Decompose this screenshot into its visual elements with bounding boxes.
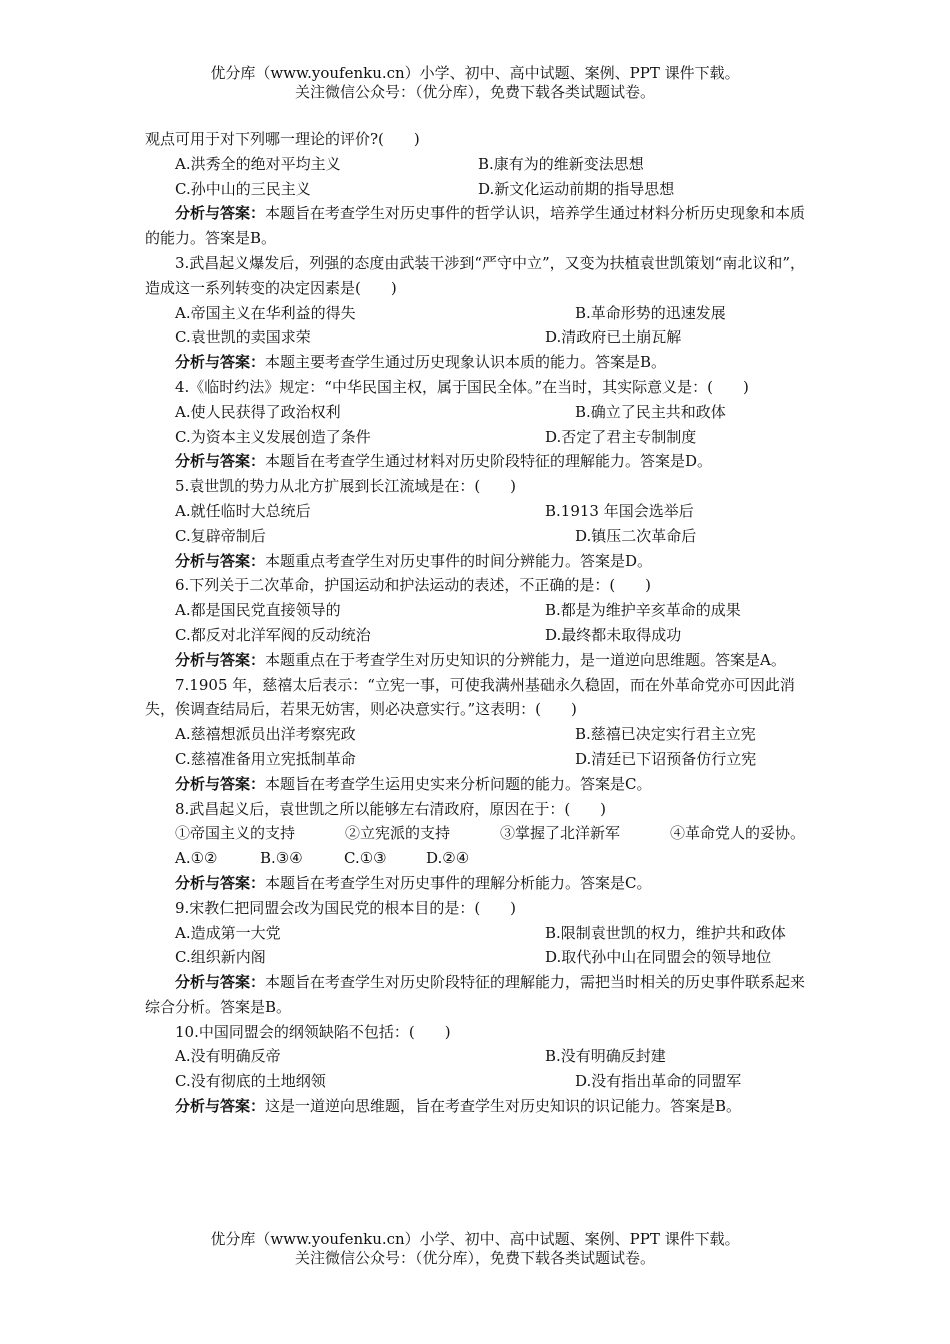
q4-options-cd — [145, 425, 810, 450]
q9-options-cd — [145, 945, 810, 970]
q4-option-b: B.确立了民主共和政体 — [575, 402, 726, 421]
q8-analysis-text: 本题旨在考查学生对历史事件的理解分析能力。答案是C。 — [265, 873, 652, 892]
q6-option-a: A.都是国民党直接领导的 — [175, 601, 341, 620]
q2-option-d: D.新文化运动前期的指导思想 — [478, 179, 675, 198]
q7-stem: 7.1905 年，慈禧太后表示：“立宪一事，可使我满州基础永久稳固，而在外革命党亦可因此消失，俟调查结局后，若果无妨害，则必决意实行。”这表明：( ) — [145, 675, 795, 719]
q5-analysis-text: 本题重点考查学生对历史事件的时间分辨能力。答案是D。 — [265, 551, 653, 570]
q2-analysis-text: 本题旨在考查学生对历史事件的哲学认识，培养学生通过材料分析历史现象和本质的能力。答案是B。 — [145, 204, 806, 248]
q5-options-ab — [145, 499, 810, 524]
q2-option-b: B.康有为的维新变法思想 — [478, 154, 644, 173]
q9-option-d: D.取代孙中山在同盟会的领导地位 — [545, 948, 772, 967]
q5-option-d: D.镇压二次革命后 — [575, 526, 697, 545]
q6-stem: 6.下列关于二次革命，护国运动和护法运动的表述，不正确的是：( ) — [175, 576, 652, 595]
q4-option-d: D.否定了君主专制制度 — [545, 427, 697, 446]
q8-items — [145, 821, 810, 846]
q7-option-b: B.慈禧已决定实行君主立宪 — [575, 725, 756, 744]
q6-analysis-text: 本题重点在于考查学生对历史知识的分辨能力，是一道逆向思维题。答案是A。 — [265, 650, 786, 669]
q6-option-d: D.最终都未取得成功 — [545, 625, 682, 644]
q4-option-a: A.使人民获得了政治权利 — [175, 402, 341, 421]
q9-analysis — [145, 970, 810, 1020]
analysis-label: 分析与答案： — [175, 873, 266, 892]
q10-stem: 10.中国同盟会的纲领缺陷不包括：( ) — [175, 1022, 451, 1041]
q7-option-d: D.清廷已下诏预备仿行立宪 — [575, 749, 757, 768]
q10-options-ab — [145, 1044, 810, 1069]
q6-option-c: C.都反对北洋军阀的反动统治 — [175, 625, 371, 644]
q5-option-b: B.1913 年国会选举后 — [545, 501, 694, 520]
q2-options-cd — [145, 177, 810, 202]
analysis-label: 分析与答案： — [175, 973, 266, 992]
q5-options-cd — [145, 524, 810, 549]
q4-analysis — [145, 449, 810, 474]
q10-options-cd — [145, 1069, 810, 1094]
analysis-label: 分析与答案： — [175, 650, 266, 669]
q3-option-a: A.帝国主义在华利益的得失 — [175, 303, 356, 322]
q8-item-3: ③掌握了北洋新军 — [500, 824, 621, 843]
document-body — [145, 127, 810, 1119]
q8-stem: 8.武昌起义后，袁世凯之所以能够左右清政府，原因在于：( ) — [175, 799, 607, 818]
q9-options-ab — [145, 921, 810, 946]
q2-stem: 观点可用于对下列哪一理论的评价?( ) — [145, 130, 420, 148]
q3-analysis — [145, 350, 810, 375]
q3-analysis-text: 本题主要考查学生通过历史现象认识本质的能力。答案是B。 — [265, 353, 667, 372]
q9-option-b: B.限制袁世凯的权力，维护共和政体 — [545, 923, 786, 942]
analysis-label: 分析与答案： — [175, 774, 266, 793]
page-footer — [0, 1230, 950, 1268]
q2-option-a: A.洪秀全的绝对平均主义 — [175, 154, 341, 173]
q8-option-a: A.①② — [175, 849, 218, 868]
q10-option-d: D.没有指出革命的同盟军 — [575, 1072, 742, 1091]
q9-analysis-text: 本题旨在考查学生对历史阶段特征的理解能力，需把当时相关的历史事件联系起来综合分析。答案是B。 — [145, 973, 806, 1016]
q3-options-ab — [145, 301, 810, 326]
q8-options — [145, 846, 810, 871]
analysis-label: 分析与答案： — [175, 204, 266, 223]
q7-analysis — [145, 772, 810, 797]
q7-options-cd — [145, 747, 810, 772]
analysis-label: 分析与答案： — [175, 551, 266, 570]
q7-option-a: A.慈禧想派员出洋考察宪政 — [175, 725, 356, 744]
q8-option-c: C.①③ — [344, 849, 387, 868]
q5-option-c: C.复辟帝制后 — [175, 526, 266, 545]
q2-options-ab — [145, 152, 810, 177]
q8-item-4: ④革命党人的妥协。 — [670, 824, 806, 843]
q10-option-c: C.没有彻底的土地纲领 — [175, 1072, 326, 1091]
q8-analysis — [145, 871, 810, 896]
q10-option-b: B.没有明确反封建 — [545, 1047, 666, 1066]
q4-options-ab — [145, 400, 810, 425]
q10-option-a: A.没有明确反帝 — [175, 1047, 281, 1066]
q4-analysis-text: 本题旨在考查学生通过材料对历史阶段特征的理解能力。答案是D。 — [265, 452, 713, 471]
q2-analysis — [145, 201, 810, 251]
q3-options-cd — [145, 325, 810, 350]
analysis-label: 分析与答案： — [175, 452, 266, 471]
q8-item-1: ①帝国主义的支持 — [175, 824, 296, 843]
q10-analysis-text: 这是一道逆向思维题，旨在考查学生对历史知识的识记能力。答案是B。 — [265, 1097, 742, 1116]
q2-option-c: C.孙中山的三民主义 — [175, 179, 311, 198]
q8-item-2: ②立宪派的支持 — [345, 824, 451, 843]
q3-option-c: C.袁世凯的卖国求荣 — [175, 328, 311, 347]
q5-option-a: A.就任临时大总统后 — [175, 501, 311, 520]
q5-analysis — [145, 549, 810, 574]
q5-stem: 5.袁世凯的势力从北方扩展到长江流域是在：( ) — [175, 477, 517, 496]
q6-options-cd — [145, 623, 810, 648]
page-header — [0, 64, 950, 102]
q9-option-a: A.造成第一大党 — [175, 923, 281, 942]
q6-options-ab — [145, 598, 810, 623]
q3-option-d: D.清政府已土崩瓦解 — [545, 328, 682, 347]
q9-option-c: C.组织新内阁 — [175, 948, 266, 967]
header-line-1: 优分库（www.youfenku.cn）小学、初中、高中试题、案例、PPT 课件下载。 — [210, 64, 740, 82]
q10-analysis — [145, 1094, 810, 1119]
q6-option-b: B.都是为维护辛亥革命的成果 — [545, 601, 741, 620]
footer-line-2: 关注微信公众号：（优分库），免费下载各类试题试卷。 — [294, 1249, 655, 1267]
q9-stem: 9.宋教仁把同盟会改为国民党的根本目的是：( ) — [175, 898, 517, 917]
q3-option-b: B.革命形势的迅速发展 — [575, 303, 726, 322]
q7-options-ab — [145, 722, 810, 747]
analysis-label: 分析与答案： — [175, 353, 266, 372]
footer-line-1: 优分库（www.youfenku.cn）小学、初中、高中试题、案例、PPT 课件下载。 — [210, 1230, 740, 1248]
q4-option-c: C.为资本主义发展创造了条件 — [175, 427, 371, 446]
q8-option-d: D.②④ — [426, 849, 470, 868]
q7-analysis-text: 本题旨在考查学生运用史实来分析问题的能力。答案是C。 — [265, 774, 652, 793]
header-line-2: 关注微信公众号：（优分库），免费下载各类试题试卷。 — [294, 83, 655, 101]
q4-stem: 4.《临时约法》规定：“中华民国主权，属于国民全体。”在当时，其实际意义是：( ) — [175, 377, 749, 396]
q6-analysis — [145, 648, 810, 673]
q7-option-c: C.慈禧准备用立宪抵制革命 — [175, 749, 356, 768]
q8-option-b: B.③④ — [260, 849, 303, 868]
q3-stem: 3.武昌起义爆发后，列强的态度由武装干涉到“严守中立”，又变为扶植袁世凯策划“南北议和”，造成这一系列转变的决定因素是( ) — [145, 253, 805, 297]
analysis-label: 分析与答案： — [175, 1097, 266, 1116]
